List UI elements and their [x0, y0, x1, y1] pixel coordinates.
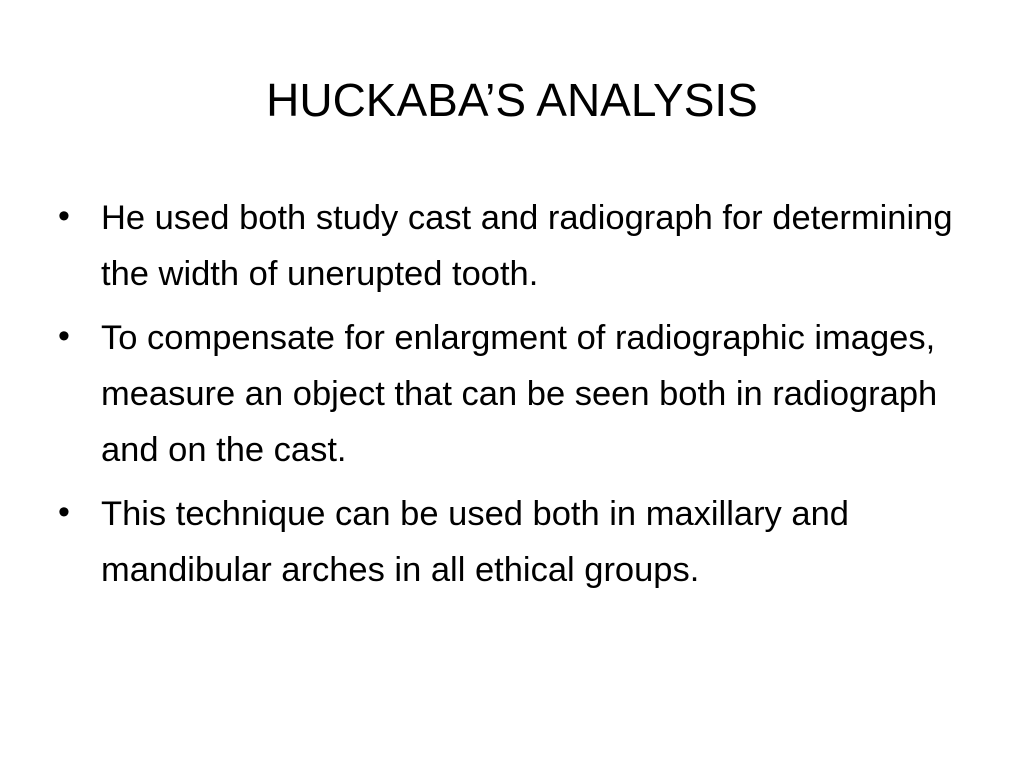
bullet-icon: •	[58, 493, 70, 531]
bullet-text: He used both study cast and radiograph for determining the width of unerupted tooth.	[101, 199, 953, 293]
bullet-item	[56, 190, 976, 302]
bullet-item	[56, 486, 976, 598]
bullet-text: This technique can be used both in maxillary and mandibular arches in all ethical groups.	[101, 495, 849, 589]
bullet-list	[56, 190, 976, 606]
bullet-item	[56, 310, 976, 478]
slide-title: HUCKABA’S ANALYSIS	[266, 74, 758, 126]
bullet-icon: •	[58, 197, 70, 235]
bullet-text: To compensate for enlargment of radiographic images, measure an object that can be seen both in radiograph and on the cast.	[101, 319, 938, 469]
bullet-icon: •	[58, 317, 70, 355]
